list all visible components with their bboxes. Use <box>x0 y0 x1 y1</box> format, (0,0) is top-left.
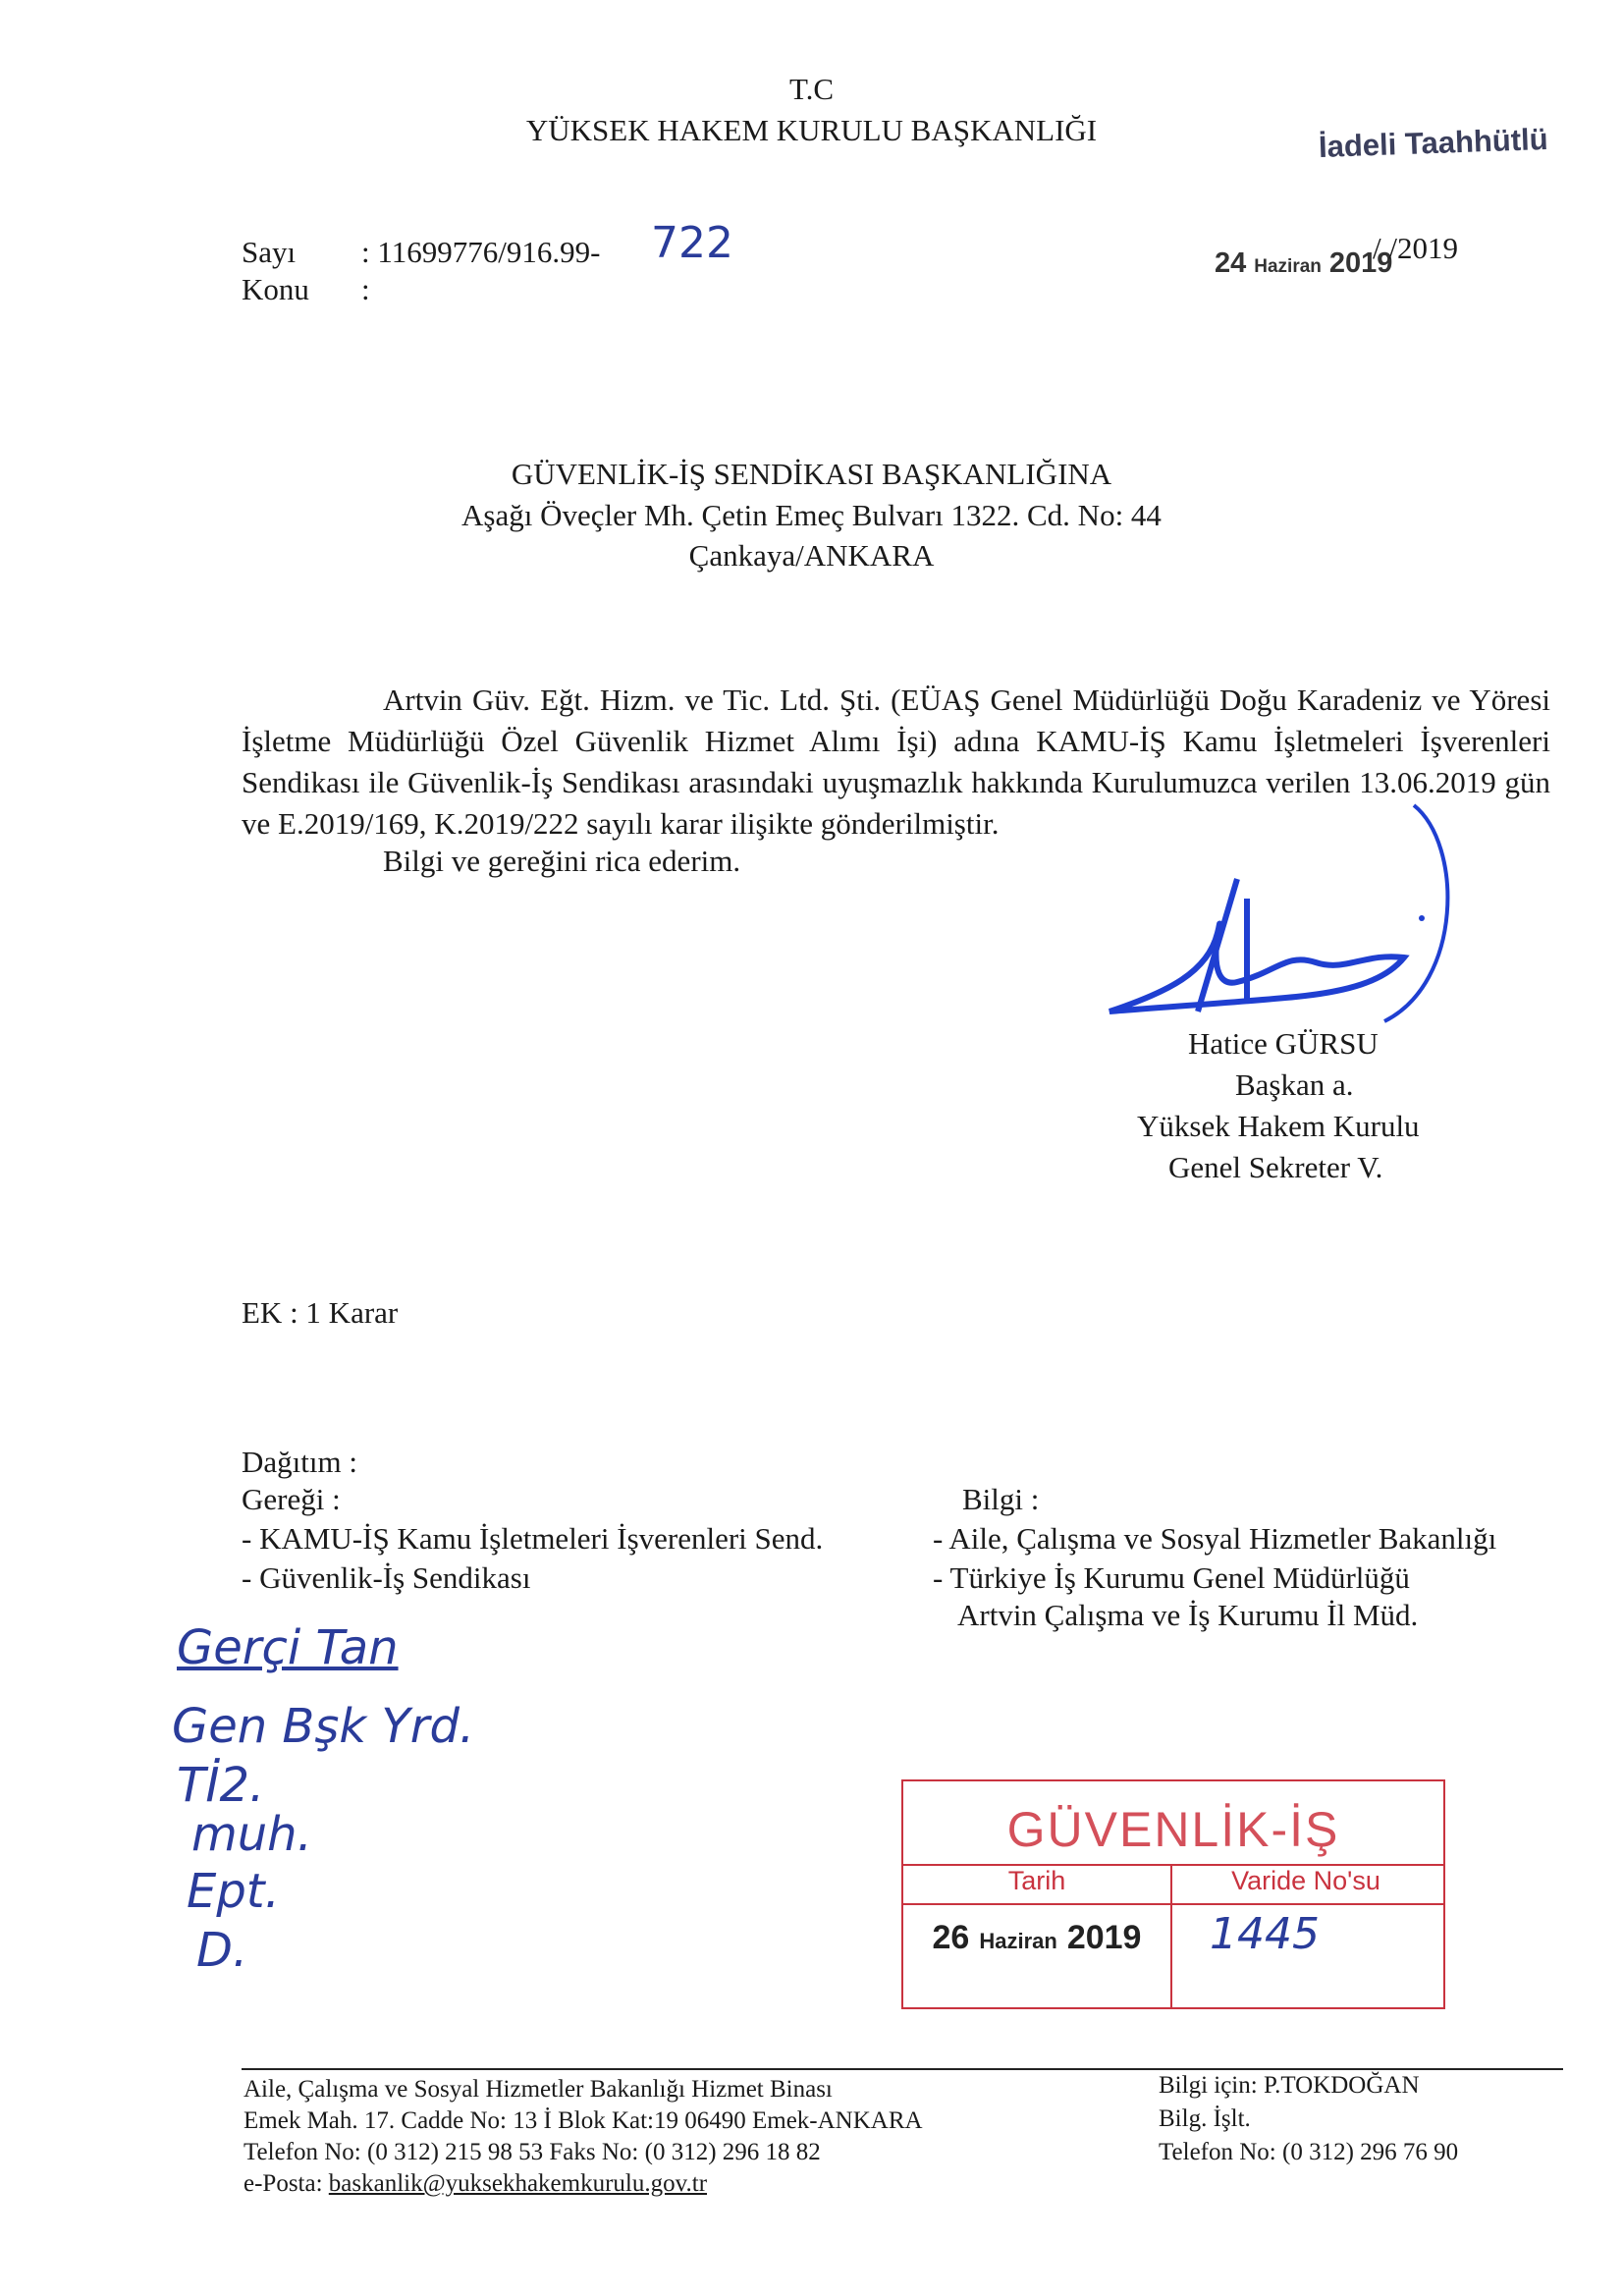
bilgi-item: Artvin Çalışma ve İş Kurumu İl Müd. <box>957 1598 1419 1632</box>
footer-contact-role: Bilg. İşlt. <box>1159 2105 1251 2132</box>
stamp-date <box>903 1919 1170 1957</box>
stamp-date-month: Haziran <box>979 1929 1057 1953</box>
stamp-varide-label: Varide No'su <box>1231 1866 1380 1895</box>
stamp-divider <box>903 1903 1443 1905</box>
date-stamp-year: 2019 <box>1328 247 1393 279</box>
sayi-value: : 11699776/916.99- <box>361 235 601 269</box>
handwritten-note: Gerçi Tan <box>177 1620 399 1675</box>
footer-email-link[interactable]: baskanlik@yuksekhakemkurulu.gov.tr <box>328 2170 708 2197</box>
konu-value: : <box>361 272 370 306</box>
stamp-varide-number: 1445 <box>1210 1909 1320 1959</box>
receipt-stamp <box>901 1779 1445 2009</box>
signatory-organization: Yüksek Hakem Kurulu <box>1137 1109 1420 1143</box>
body-closing: Bilgi ve gereğini rica ederim. <box>383 844 741 878</box>
footer-contact-person: Bilgi için: P.TOKDOĞAN <box>1159 2072 1420 2099</box>
handwritten-note: D. <box>196 1923 248 1978</box>
addressee-name: GÜVENLİK-İŞ SENDİKASI BAŞKANLIĞINA <box>511 457 1112 491</box>
receipt-stamp-title: GÜVENLİK-İŞ <box>1006 1802 1340 1857</box>
stamp-date-year: 2019 <box>1066 1919 1142 1956</box>
footer-address-line: Aile, Çalışma ve Sosyal Hizmetler Bakanlığı Hizmet Binası <box>243 2076 833 2103</box>
handwritten-note: Gen Bşk Yrd. <box>172 1699 475 1754</box>
bilgi-label: Bilgi : <box>962 1482 1040 1516</box>
date-stamp <box>1215 247 1392 280</box>
sayi-handwritten-number: 722 <box>651 218 733 268</box>
bilgi-item: - Türkiye İş Kurumu Genel Müdürlüğü <box>933 1560 1410 1595</box>
stamp-tarih-label: Tarih <box>1007 1866 1066 1895</box>
date-stamp-month: Haziran <box>1254 256 1322 277</box>
footer-address-line: Emek Mah. 17. Cadde No: 13 İ Blok Kat:19 06490 Emek-ANKARA <box>243 2107 923 2134</box>
attachment-line: EK : 1 Karar <box>242 1295 399 1330</box>
footer-email-label: e-Posta: <box>243 2170 329 2197</box>
bilgi-item: - Aile, Çalışma ve Sosyal Hizmetler Bakanlığı <box>933 1521 1497 1556</box>
header-tc: T.C <box>788 72 835 106</box>
addressee-address: Aşağı Öveçler Mh. Çetin Emeç Bulvarı 1322. Cd. No: 44 <box>461 498 1162 532</box>
header-organization: YÜKSEK HAKEM KURULU BAŞKANLIĞI <box>525 113 1098 147</box>
footer-contact-phone: Telefon No: (0 312) 296 76 90 <box>1159 2139 1459 2165</box>
date-suffix: / /2019 <box>1373 231 1458 265</box>
handwritten-note: Ept. <box>187 1864 280 1919</box>
signature-image <box>1090 786 1522 1041</box>
footer-phone-line: Telefon No: (0 312) 215 98 53 Faks No: (0 312) 296 18 82 <box>243 2139 821 2165</box>
signatory-title: Başkan a. <box>1235 1067 1354 1102</box>
signatory-name: Hatice GÜRSU <box>1188 1026 1379 1061</box>
handwritten-note: Tİ2. <box>177 1758 265 1813</box>
body-paragraph: Artvin Güv. Eğt. Hizm. ve Tic. Ltd. Şti. (EÜAŞ Genel Müdürlüğü Doğu Karadeniz ve Yöresi İşletme Müdürlüğü Özel Güvenlik Hizmet Alımı İşi) adına KAMU-İŞ Kamu İşletmeleri İşverenleri Sendikası ile Güvenlik-İş Sendikası arasındaki uyuşmazlık hakkında Kurulumuzca verilen 13.06.2019 gün ve E.2019/169, K.2019/222 sayılı karar ilişikte gönderilmiştir. <box>242 683 1550 841</box>
footer-email-line <box>243 2168 707 2201</box>
signatory-position: Genel Sekreter V. <box>1168 1150 1383 1184</box>
konu-label: Konu <box>242 272 309 306</box>
handwritten-note: muh. <box>191 1807 312 1862</box>
registered-mail-stamp: İadeli Taahhütlü <box>1318 121 1549 165</box>
geregi-item: - Güvenlik-İş Sendikası <box>242 1560 531 1595</box>
sayi-label: Sayı <box>242 235 297 269</box>
addressee-city: Çankaya/ANKARA <box>688 538 935 573</box>
geregi-item: - KAMU-İŞ Kamu İşletmeleri İşverenleri Send. <box>242 1521 824 1556</box>
distribution-label: Dağıtım : <box>242 1445 357 1479</box>
date-stamp-day: 24 <box>1215 247 1247 279</box>
stamp-date-day: 26 <box>932 1919 970 1956</box>
geregi-label: Gereği : <box>242 1482 341 1516</box>
